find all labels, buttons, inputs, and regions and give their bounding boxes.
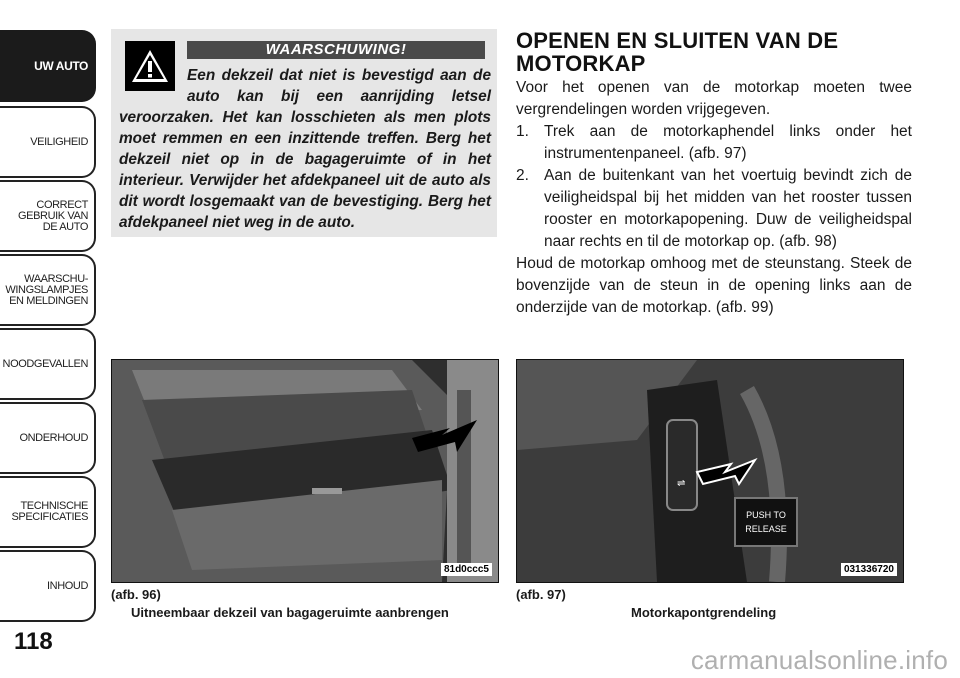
tab-label: UW AUTO — [34, 58, 88, 73]
list-item — [516, 165, 912, 253]
tab-veiligheid[interactable] — [0, 106, 96, 178]
tab-noodgevallen[interactable] — [0, 328, 96, 400]
outro-paragraph: Houd de motorkap omhoog met de steunstang. Steek de bovenzijde van de steun in de opening links aan de onderzijde van de motorkap. (afb. 99) — [516, 255, 912, 316]
step-text: Trek aan de motorkaphendel links onder het instrumentenpaneel. (afb. 97) — [544, 123, 912, 162]
figure-code: 031336720 — [841, 563, 897, 576]
tab-label: CORRECT GEBRUIK VAN DE AUTO — [18, 198, 88, 233]
step-text: Aan de buitenkant van het voertuig bevindt zich de veiligheidspal bij het midden van het rooster tussen rooster en motorkapopening. Duw de veiligheidspal naar rechts en til de motorkap op. (afb. 98) — [544, 167, 912, 250]
watermark: carmanualsonline.info — [690, 645, 948, 675]
warning-heading: WAARSCHUWING! — [187, 41, 485, 59]
tab-label: VEILIGHEID — [30, 135, 88, 148]
steps-list — [516, 121, 912, 253]
page-number: 118 — [14, 628, 53, 655]
tab-uw-auto[interactable] — [0, 30, 96, 102]
tab-technische-specificaties[interactable] — [0, 476, 96, 548]
section-title: OPENEN EN SLUITEN VAN DE MOTORKAP — [516, 28, 839, 76]
step-number: 1. — [516, 123, 529, 140]
cargo-cover-illustration — [112, 360, 498, 582]
list-item — [516, 121, 912, 165]
hood-symbol-icon: ⇌ — [677, 478, 686, 489]
tab-onderhoud[interactable] — [0, 402, 96, 474]
figure-ref: (afb. 96) — [111, 587, 161, 602]
tab-label: ONDERHOUD — [19, 431, 88, 444]
push-to-release-line2: RELEASE — [745, 524, 787, 534]
tab-label: INHOUD — [47, 579, 88, 592]
tab-label: TECHNISCHE SPECIFICATIES — [11, 500, 88, 523]
warning-text-block — [119, 65, 491, 233]
tab-waarschuwingslampjes[interactable] — [0, 254, 96, 326]
tab-label: NOODGEVALLEN — [2, 357, 88, 370]
step-number: 2. — [516, 167, 529, 184]
intro-paragraph: Voor het openen van de motorkap moeten twee vergrendelingen worden vrijgegeven. — [516, 79, 912, 118]
tab-label: WAARSCHU- WINGSLAMPJES EN MELDINGEN — [5, 272, 88, 307]
hood-release-illustration — [517, 360, 903, 582]
figure-caption: Motorkapontgrendeling — [631, 605, 777, 620]
figure-cargo-cover-photo — [111, 359, 499, 583]
figure-code: 81d0ccc5 — [441, 563, 492, 576]
tab-correct-gebruik[interactable] — [0, 180, 96, 252]
tab-inhoud[interactable] — [0, 550, 96, 622]
figure-ref: (afb. 97) — [516, 587, 566, 602]
figure-hood-release-photo — [516, 359, 904, 583]
figure-caption: Uitneembaar dekzeil van bagageruimte aanbrengen — [131, 605, 449, 620]
warning-box — [111, 29, 497, 237]
warning-text: Een dekzeil dat niet is bevestigd aan de auto kan bij een aanrijding letsel veroorzaken. Het kan losschieten als men plots moet remmen en een inzittende treffen. Berg het dekzeil niet op in de bagageruimte of in het interieur. Verwijder het afdekpaneel uit de auto als dit wordt losgemaakt van de bevestiging. Berg het afdekpaneel niet weg in de auto. — [119, 67, 491, 231]
push-to-release-line1: PUSH TO — [746, 510, 786, 520]
